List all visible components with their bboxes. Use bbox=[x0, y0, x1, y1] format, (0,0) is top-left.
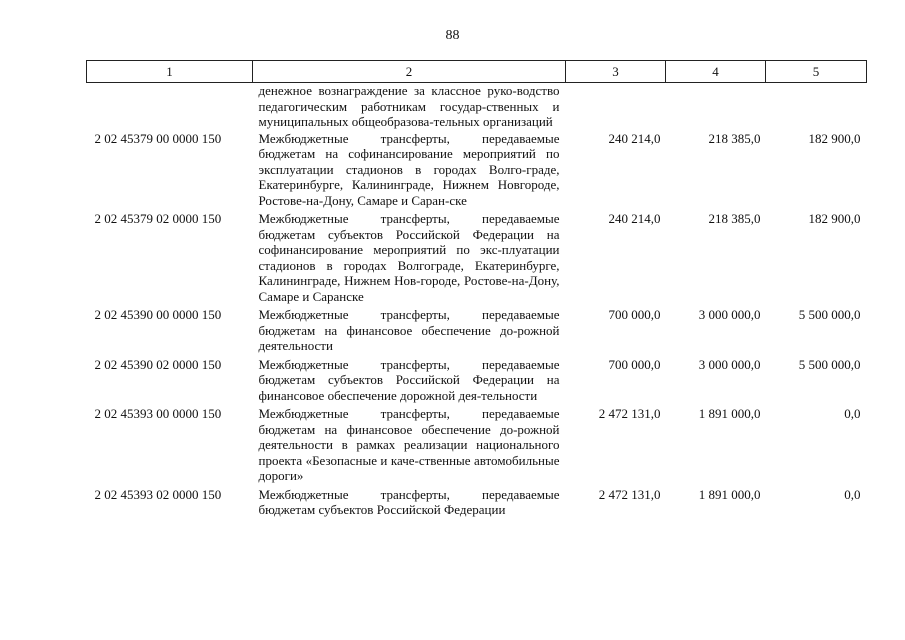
row-value-3: 182 900,0 bbox=[808, 211, 861, 226]
table-row bbox=[87, 130, 867, 211]
row-value-1: 700 000,0 bbox=[608, 356, 661, 372]
header-col-3: 3 bbox=[566, 61, 666, 83]
row-value-2 bbox=[666, 83, 766, 130]
page-number: 88 bbox=[445, 28, 460, 43]
row-description: Межбюджетные трансферты, передаваемые бюджетам субъектов Российской Федерации на финансовое обеспечение дорожной дея-тельности bbox=[258, 356, 560, 403]
table-row bbox=[87, 356, 867, 406]
header-col-1: 1 bbox=[87, 61, 253, 83]
row-value-1: 2 472 131,0 bbox=[598, 486, 661, 502]
row-value-2: 218 385,0 bbox=[708, 130, 761, 146]
row-description: Межбюджетные трансферты, передаваемые бюджетам на финансовое обеспечение до-рожной деятельности bbox=[258, 307, 560, 353]
row-value-1: 240 214,0 bbox=[608, 130, 661, 146]
row-value-3 bbox=[766, 83, 867, 130]
row-code: 2 02 45390 02 0000 150 bbox=[94, 356, 222, 372]
row-code: 2 02 45393 02 0000 150 bbox=[94, 486, 222, 502]
row-value-2: 3 000 000,0 bbox=[698, 356, 761, 372]
row-description: Межбюджетные трансферты, передаваемые бюджетам на софинансирование мероприятий по эксплуатации стадионов в городах Волго-граде, Екатеринбурге, Калининграде, Нижнем Новгороде, Ростове-на-Дону, Самаре и Саран-ске bbox=[258, 130, 560, 208]
row-value-3: 5 500 000,0 bbox=[798, 356, 861, 372]
row-value-1 bbox=[566, 83, 666, 130]
row-code: 2 02 45379 00 0000 150 bbox=[94, 130, 222, 146]
header-col-2: 2 bbox=[253, 61, 566, 83]
table-row bbox=[87, 405, 867, 486]
table-row bbox=[87, 486, 867, 520]
row-value-2: 1 891 000,0 bbox=[698, 406, 761, 421]
table-row bbox=[87, 210, 867, 306]
row-value-2: 218 385,0 bbox=[708, 211, 761, 226]
row-value-3: 0,0 bbox=[844, 486, 861, 502]
row-description: Межбюджетные трансферты, передаваемые бюджетам на финансовое обеспечение до-рожной деятельности в рамках реализации национального проекта «Безопасные и каче-ственные автомобильные дороги» bbox=[258, 406, 560, 483]
header-col-5: 5 bbox=[766, 61, 867, 83]
row-description: денежное вознаграждение за классное руко-водство педагогическим работникам государ-ственных и муниципальных общеобразова-тельных организаций bbox=[258, 83, 560, 129]
row-description: Межбюджетные трансферты, передаваемые бюджетам субъектов Российской Федерации на софинансирование мероприятий по экс-плуатации стадионов в городах Волгограде, Екатеринбурге, Калининграде, Нижнем Нов-городе, Ростове-на-Дону, Самаре и Саранске bbox=[258, 211, 560, 304]
row-value-1: 2 472 131,0 bbox=[598, 406, 661, 421]
row-value-3: 0,0 bbox=[844, 406, 861, 421]
row-code: 2 02 45390 00 0000 150 bbox=[94, 307, 222, 322]
row-value-2: 3 000 000,0 bbox=[698, 307, 761, 322]
row-value-3: 182 900,0 bbox=[808, 130, 861, 146]
row-value-1: 240 214,0 bbox=[608, 211, 661, 226]
table-row bbox=[87, 306, 867, 356]
budget-revenue-table bbox=[86, 60, 867, 520]
row-value-1: 700 000,0 bbox=[608, 307, 661, 322]
header-col-4: 4 bbox=[666, 61, 766, 83]
row-code: 2 02 45379 02 0000 150 bbox=[94, 211, 222, 226]
row-description: Межбюджетные трансферты, передаваемые бюджетам субъектов Российской Федерации bbox=[258, 486, 560, 517]
row-value-2: 1 891 000,0 bbox=[698, 486, 761, 502]
row-code: 2 02 45393 00 0000 150 bbox=[94, 406, 222, 421]
row-code bbox=[87, 83, 253, 130]
table-header-row bbox=[87, 61, 867, 83]
row-value-3: 5 500 000,0 bbox=[798, 307, 861, 322]
table-row-continuation bbox=[87, 83, 867, 130]
